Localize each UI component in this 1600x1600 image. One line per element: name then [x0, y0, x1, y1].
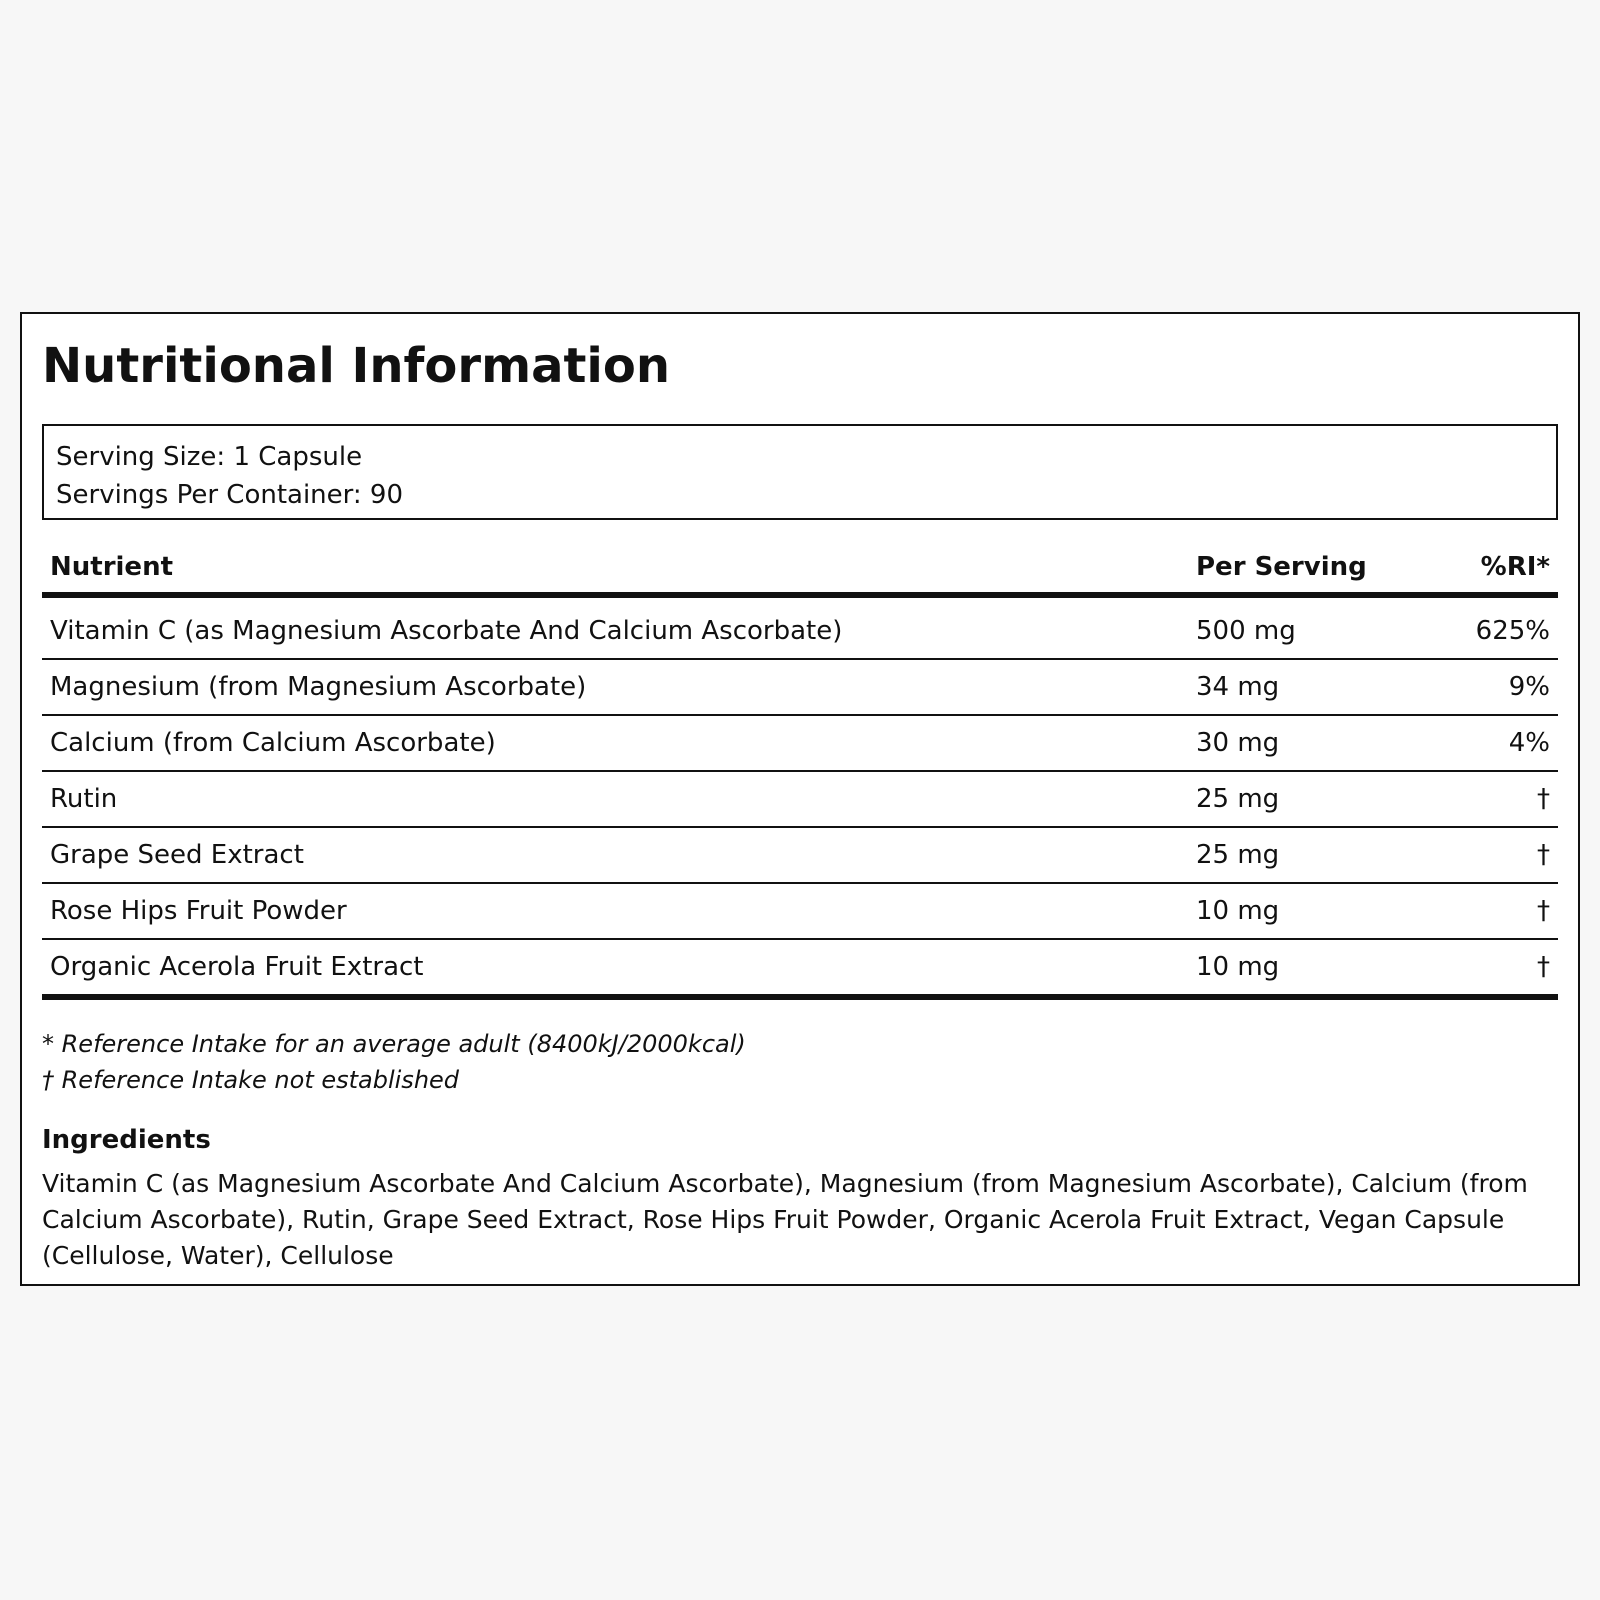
nutrient-per-serving: 25 mg	[1196, 840, 1280, 870]
nutrient-ri: †	[1537, 952, 1550, 982]
nutrient-per-serving: 10 mg	[1196, 952, 1280, 982]
nutrient-ri: †	[1537, 840, 1550, 870]
nutrient-name: Organic Acerola Fruit Extract	[50, 952, 424, 982]
table-row	[42, 828, 1558, 884]
nutrient-name: Calcium (from Calcium Ascorbate)	[50, 728, 496, 758]
nutrient-table	[42, 542, 1558, 1000]
table-row	[42, 660, 1558, 716]
nutrient-ri: †	[1537, 896, 1550, 926]
ingredients-heading: Ingredients	[42, 1125, 211, 1155]
nutrient-per-serving: 34 mg	[1196, 672, 1280, 702]
page-title: Nutritional Information	[42, 338, 671, 394]
table-row	[42, 772, 1558, 828]
nutrient-name: Grape Seed Extract	[50, 840, 304, 870]
nutrient-per-serving: 500 mg	[1196, 616, 1296, 646]
header-per-serving: Per Serving	[1196, 552, 1367, 582]
table-row	[42, 604, 1558, 660]
nutrient-ri: †	[1537, 784, 1550, 814]
header-nutrient: Nutrient	[50, 552, 174, 582]
nutrient-name: Rutin	[50, 784, 118, 814]
table-row	[42, 716, 1558, 772]
nutrient-name: Vitamin C (as Magnesium Ascorbate And Calcium Ascorbate)	[50, 616, 843, 646]
serving-size: Serving Size: 1 Capsule	[56, 442, 363, 472]
nutrient-ri: 4%	[1508, 728, 1550, 758]
footnote-not-established: † Reference Intake not established	[42, 1066, 460, 1094]
table-body	[42, 604, 1558, 1000]
nutrient-per-serving: 25 mg	[1196, 784, 1280, 814]
table-row	[42, 940, 1558, 1000]
footnote-ri: * Reference Intake for an average adult (8400kJ/2000kcal)	[42, 1030, 746, 1058]
serving-info-box	[42, 424, 1558, 520]
nutrient-ri: 9%	[1508, 672, 1550, 702]
nutrient-per-serving: 30 mg	[1196, 728, 1280, 758]
nutrient-ri: 625%	[1475, 616, 1550, 646]
table-row	[42, 884, 1558, 940]
nutrient-name: Rose Hips Fruit Powder	[50, 896, 347, 926]
nutrition-panel	[20, 312, 1580, 1286]
header-ri: %RI*	[1480, 552, 1550, 582]
servings-per-container: Servings Per Container: 90	[56, 480, 404, 510]
footnotes	[42, 1026, 1558, 1098]
nutrient-per-serving: 10 mg	[1196, 896, 1280, 926]
ingredients-text: Vitamin C (as Magnesium Ascorbate And Calcium Ascorbate), Magnesium (from Magnesium Ascorbate), Calcium (from Calcium Ascorbate), Rutin, Grape Seed Extract, Rose Hips Fruit Powder, Organic Acerola Fruit Extract, Vegan Capsule (Cellulose, Water), Cellulose	[42, 1169, 1528, 1270]
table-header	[42, 542, 1558, 598]
nutrient-name: Magnesium (from Magnesium Ascorbate)	[50, 672, 587, 702]
